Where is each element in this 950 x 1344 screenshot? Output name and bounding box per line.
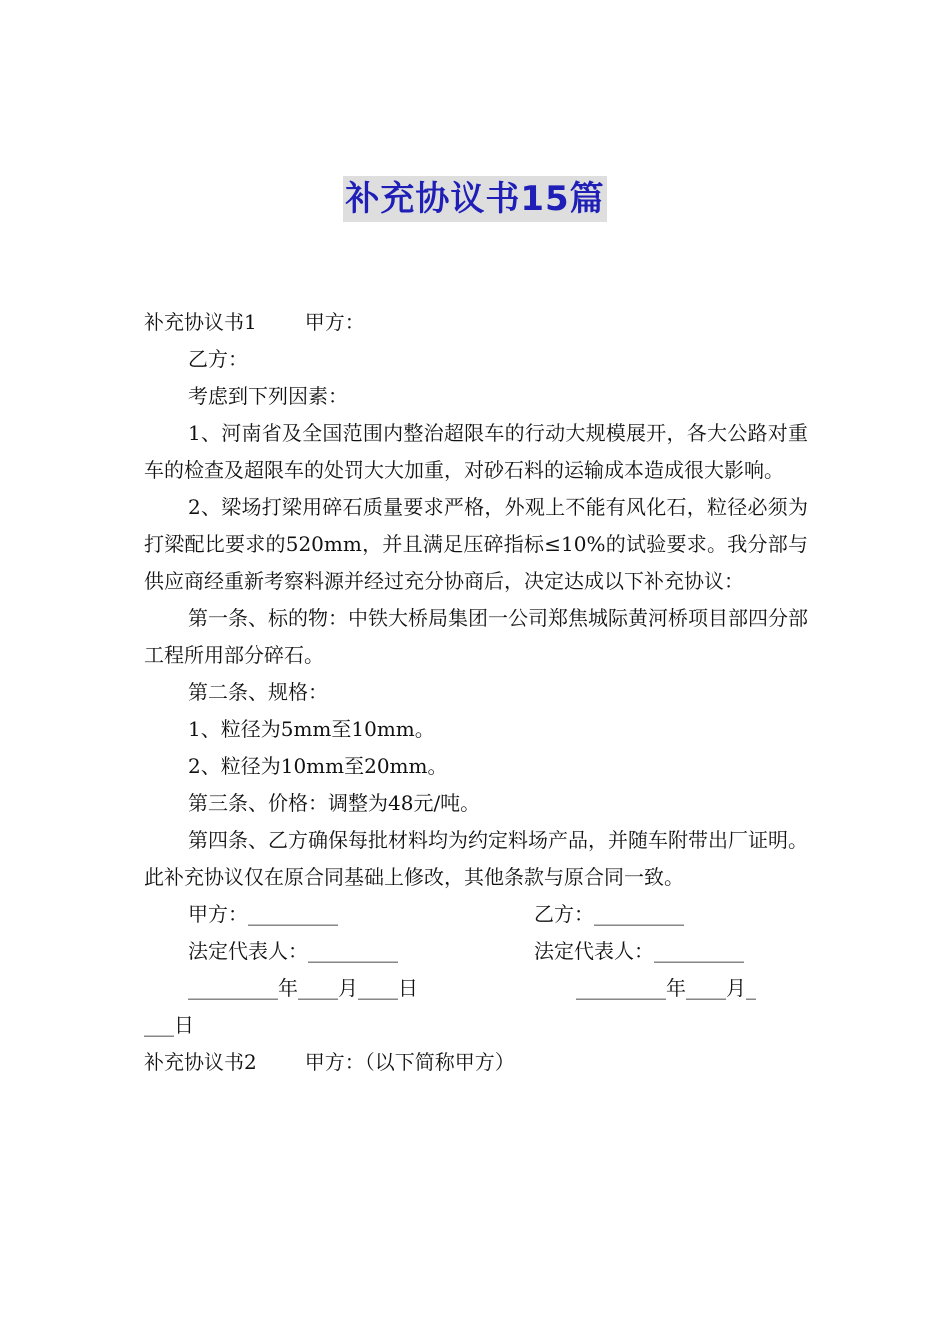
agreement-1-heading: 补充协议书1 <box>144 310 257 334</box>
agreement-1-party-b: 乙方： <box>188 347 248 371</box>
signature-date-b: _________年____月_ <box>576 976 756 1000</box>
signature-row-dates <box>144 970 808 1007</box>
signature-party-b: 乙方：_________ <box>534 902 684 926</box>
agreement-1-factor-1: 1、河南省及全国范围内整治超限车的行动大规模展开，各大公路对重车的检查及超限车的处罚大大加重，对砂石料的运输成本造成很大影响。 <box>144 421 808 482</box>
signature-row-representatives <box>144 933 808 970</box>
agreement-1-heading-line <box>144 304 808 341</box>
agreement-2-heading: 补充协议书2 <box>144 1050 257 1074</box>
signature-representative-b: 法定代表人：_________ <box>534 939 744 963</box>
signature-row-parties <box>144 896 808 933</box>
agreement-1-article-2: 第二条、规格： <box>188 680 328 704</box>
agreement-1-article-4: 第四条、乙方确保每批材料均为约定料场产品，并随车附带出厂证明。此补充协议仅在原合同基础上修改，其他条款与原合同一致。 <box>144 828 808 889</box>
document-title: 补充协议书15篇 <box>343 176 606 222</box>
signature-date-a: _________年____月____日 <box>188 976 418 1000</box>
agreement-1-factor-2: 2、梁场打梁用碎石质量要求严格，外观上不能有风化石，粒径必须为打梁配比要求的520mm，并且满足压碎指标≤10%的试验要求。我分部与供应商经重新考察料源并经过充分协商后，决定达成以下补充协议： <box>144 495 808 593</box>
agreement-1-article-3: 第三条、价格：调整为48元/吨。 <box>188 791 481 815</box>
signature-date-b-continued: ___日 <box>144 1013 194 1037</box>
agreement-2-heading-line <box>144 1044 808 1081</box>
agreement-1-consider: 考虑到下列因素： <box>188 384 348 408</box>
title-container <box>0 176 950 222</box>
agreement-1-spec-2: 2、粒径为10mm至20mm。 <box>188 754 448 778</box>
document-body <box>144 304 808 1081</box>
signature-representative-a: 法定代表人：_________ <box>188 939 398 963</box>
signature-party-a: 甲方：_________ <box>188 902 338 926</box>
agreement-1-spec-1: 1、粒径为5mm至10mm。 <box>188 717 435 741</box>
agreement-2-party-a: 甲方：（以下简称甲方） <box>304 1050 515 1074</box>
agreement-1-article-1: 第一条、标的物：中铁大桥局集团一公司郑焦城际黄河桥项目部四分部工程所用部分碎石。 <box>144 606 808 667</box>
agreement-1-party-a: 甲方： <box>304 310 365 334</box>
